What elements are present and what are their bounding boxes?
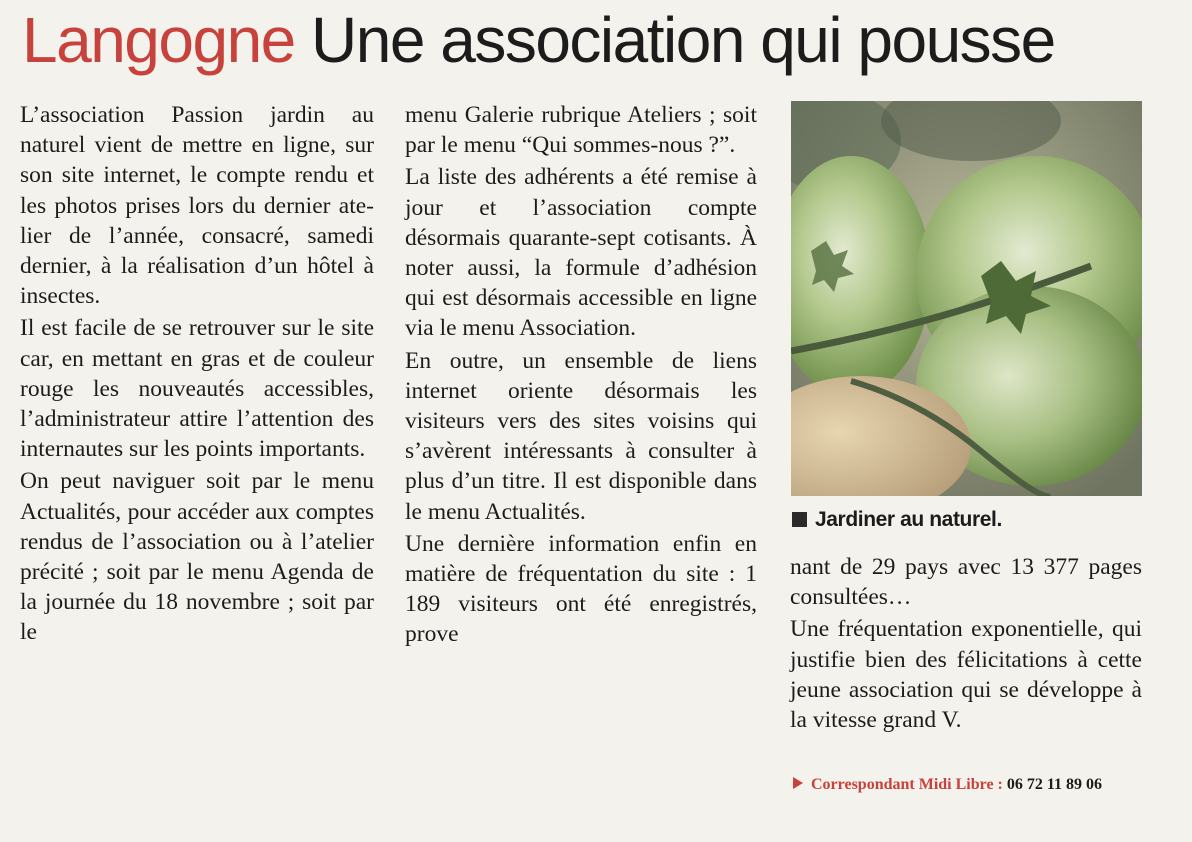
triangle-right-icon [793, 777, 803, 789]
caption-square-icon [792, 512, 807, 527]
correspondent-line [793, 776, 1102, 794]
correspondent-phone: 06 72 11 89 06 [1006, 776, 1102, 793]
paragraph: menu Galerie rubrique Ateliers ; soit par le menu “Qui sommes-nous ?”. [405, 102, 757, 159]
paragraph: Il est facile de se retrouver sur le site car, en mettant en gras et de couleur rouge les nouveautés accessibles, l’administrateur attire l’attention des internautes sur les points importants. [20, 315, 374, 463]
correspondent-label: Correspondant Midi Libre : [811, 776, 1003, 793]
article-column-2 [405, 100, 757, 652]
paragraph: L’association Passion jardin au naturel vient de mettre en ligne, sur son site internet, le compte rendu et les photos prises lors du dernier atelier de l’année, consacré, samedi dernier, à la réalisation d’un hôtel à insectes. [20, 102, 374, 310]
photo-caption [792, 508, 1002, 532]
headline-kicker: Langogne [22, 4, 295, 76]
caption-text: Jardiner au naturel. [815, 508, 1002, 531]
tomato-photo [791, 101, 1142, 496]
headline-title: Une association qui pousse [311, 4, 1055, 76]
paragraph: Une fréquentation exponentielle, qui justifie bien des félicitations à cette jeune association qui se développe à la vitesse grand V. [790, 616, 1142, 734]
tomato-illustration [791, 101, 1142, 496]
paragraph: Une dernière information enfin en matière de fréquentation du site : 1 189 visiteurs ont été enregistrés, prove [405, 530, 757, 648]
headline [22, 4, 1172, 76]
article-column-1 [20, 100, 374, 650]
paragraph: En outre, un ensemble de liens internet oriente désormais les visiteurs vers des sites voisins qui s’avèrent intéressants à consulter à plus d’un titre. Il est disponible dans le menu Actualités. [405, 347, 757, 525]
paragraph: On peut naviguer soit par le menu Actualités, pour accéder aux comptes rendus de l’association ou à l’atelier précité ; soit par le menu Agenda de la journée du 18 novembre ; soit par le [20, 468, 374, 646]
paragraph: La liste des adhérents a été remise à jour et l’association compte désormais quarante-sept cotisants. À noter aussi, la formule d’adhésion qui est désormais accessible en ligne via le menu Association. [405, 164, 757, 342]
paragraph: nant de 29 pays avec 13 377 pages consultées… [790, 554, 1142, 611]
article-column-3 [790, 552, 1142, 737]
